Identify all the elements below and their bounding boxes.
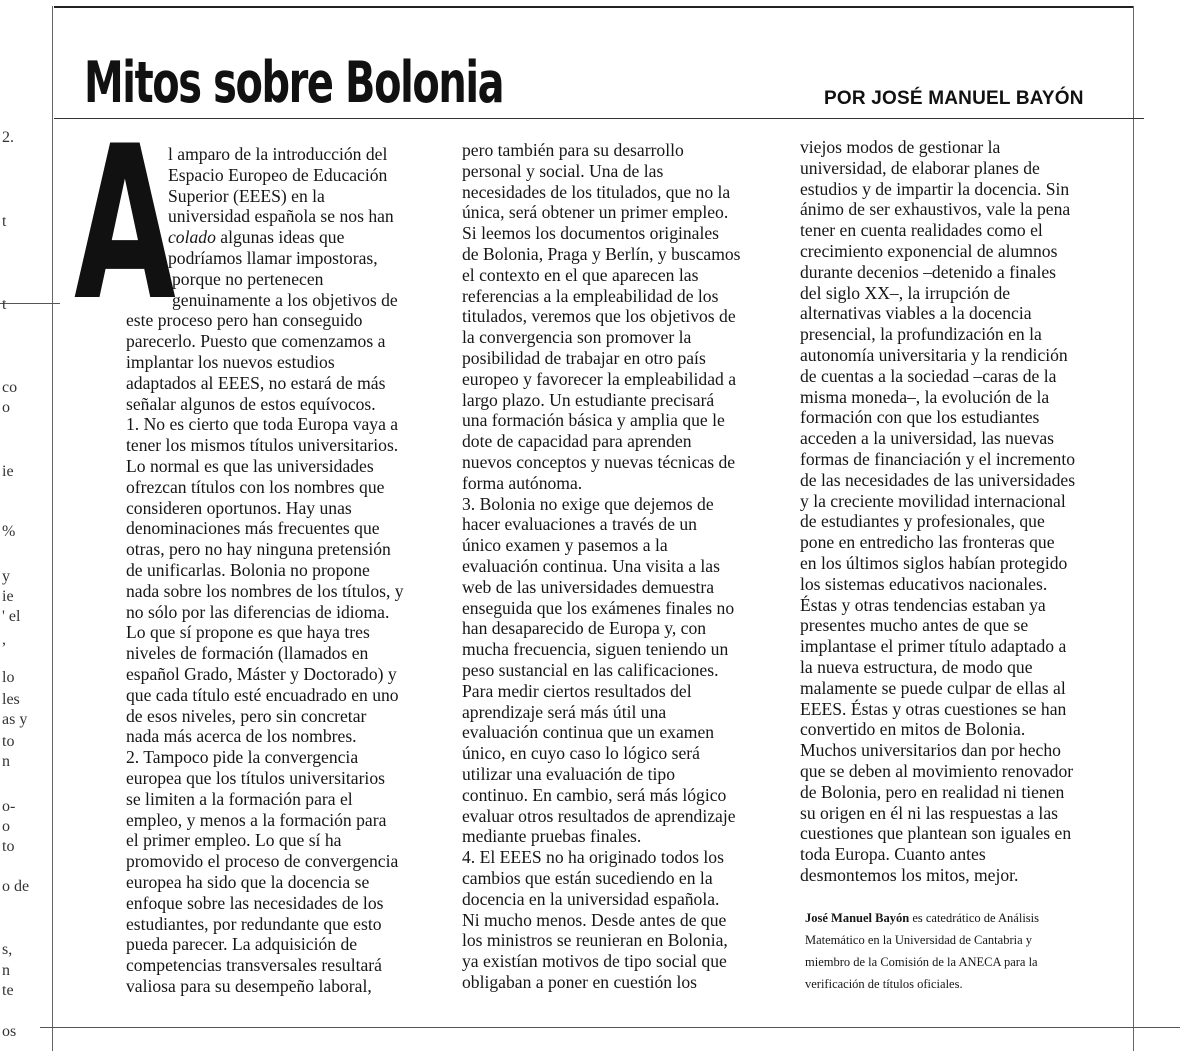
margin-fragment: 2. <box>2 129 14 146</box>
margin-fragment: les <box>2 691 20 708</box>
col1-line: de unificarlas. Bolonia no propone <box>126 560 370 580</box>
col2-line: una formación básica y amplia que le <box>462 410 725 431</box>
col3-line: convertido en mitos de Bolonia. <box>800 719 1026 740</box>
col3-line: cuestiones que plantean son iguales en <box>800 823 1072 844</box>
margin-fragment: lo <box>2 669 15 686</box>
col1-line: colado algunas ideas que <box>168 227 345 248</box>
col3-line: la nueva estructura, de modo que <box>800 657 1033 677</box>
col3-line: de Bolonia, pero en realidad ni tienen <box>800 781 1065 802</box>
col1-line: parecerlo. Puesto que comenzamos a <box>126 331 386 352</box>
col1-line: español Grado, Máster y Doctorado) y <box>126 664 397 684</box>
drop-cap: A <box>74 100 176 347</box>
col2-line: web de las universidades demuestra <box>462 576 715 597</box>
col1-line: niveles de formación (llamados en <box>126 643 369 664</box>
col3-line: los sistemas educativos nacionales. <box>800 573 1048 594</box>
margin-fragment: as y <box>2 711 28 728</box>
col3-line: viejos modos de gestionar la <box>800 137 1001 157</box>
col3-line: autonomía universitaria y la rendición <box>800 345 1068 365</box>
col2-line: personal y social. Una de las <box>462 160 664 181</box>
margin-fragment: n <box>2 753 10 770</box>
col1-line: que cada título esté encuadrado en uno <box>126 684 399 705</box>
margin-fragment: co <box>2 379 18 396</box>
col1-line: denominaciones más frecuentes que <box>126 518 380 539</box>
margin-fragment: , <box>2 631 6 648</box>
col1-line: consideren oportunos. Hay unas <box>126 497 352 518</box>
col3-line: tener en cuenta realidades como el <box>800 220 1043 241</box>
col1-line: se limiten a la formación para el <box>126 788 353 809</box>
col2-line: Ni mucho menos. Desde antes de que <box>462 909 727 930</box>
col3-line: implantase el primer título adaptado a <box>800 636 1067 657</box>
col2-line: 3. Bolonia no exige que dejemos de <box>462 493 714 514</box>
col2-line: enseguida que los exámenes finales no <box>462 597 735 618</box>
col2-line: Si leemos los documentos originales <box>462 223 720 244</box>
bottom-rule <box>40 1027 1180 1028</box>
col1-line: de esos niveles, pero sin concretar <box>126 705 367 726</box>
col2-line: pero también para su desarrollo <box>462 140 684 160</box>
col2-line: continuo. En cambio, será más lógico <box>462 784 727 805</box>
col2-line: titulados, veremos que los objetivos de <box>462 306 736 327</box>
col1-line: europea ha sido que la docencia se <box>126 872 370 892</box>
col2-line: posibilidad de trabajar en otro país <box>462 348 706 368</box>
col3-line: formación con que los estudiantes <box>800 407 1040 428</box>
col3-line: del siglo XX–, la irrupción de <box>800 282 1011 303</box>
col1-line: otras, pero no hay ninguna pretensión <box>126 539 391 560</box>
col1-line: l amparo de la introducción del <box>168 144 388 164</box>
margin-fragment: s, <box>2 941 13 958</box>
col3-line: pone en entredicho las fronteras que <box>800 532 1055 553</box>
margin-fragment: to <box>2 733 15 750</box>
col2-line: evaluar otros resultados de aprendizaje <box>462 805 736 826</box>
col1-line: señalar algunos de estos equívocos. <box>126 393 376 414</box>
col1-line: Lo que sí propone es que haya tres <box>126 622 370 643</box>
col1-line: podríamos llamar impostoras, <box>168 248 378 268</box>
col3-line: y la creciente movilidad internacional <box>800 490 1066 511</box>
col2-line: mediante pruebas finales. <box>462 826 642 847</box>
col1-line: nada sobre los nombres de los títulos, y <box>126 580 404 601</box>
col2-line: nuevos conceptos y nuevas técnicas de <box>462 452 736 472</box>
col3-line: durante decenios –detenido a finales <box>800 261 1056 282</box>
col1-line: valiosa para su desempeño laboral, <box>126 976 372 996</box>
col1-line: Lo normal es que las universidades <box>126 456 374 476</box>
margin-fragment: to <box>2 838 15 855</box>
bio-line-3: miembro de la Comisión de la ANECA para la <box>805 955 1038 969</box>
margin-fragment: ie <box>2 463 14 480</box>
col1-line: el primer empleo. Lo que sí ha <box>126 830 342 851</box>
col3-line: EEES. Éstas y otras cuestiones se han <box>800 698 1067 719</box>
col3-line: de cuentas a la sociedad –caras de la <box>800 365 1057 386</box>
col2-line: evaluación continua que un examen <box>462 722 715 743</box>
margin-fragment: % <box>2 523 16 540</box>
col1-line: enfoque sobre las necesidades de los <box>126 892 384 913</box>
col3-line: desmontemos los mitos, mejor. <box>800 865 1019 885</box>
col1-line: genuinamente a los objetivos de <box>172 289 398 310</box>
col3-line: su origen en él ni las respuestas a las <box>800 802 1058 823</box>
col2-line: cambios que están sucediendo en la <box>462 868 713 888</box>
col1-line: Espacio Europeo de Educación <box>168 164 388 185</box>
margin-fragment: n <box>2 962 10 979</box>
col2-line: evaluación continua. Una visita a las <box>462 556 720 576</box>
col2-line: único examen y pasemos a la <box>462 535 668 556</box>
col3-line: acceden a la universidad, las nuevas <box>800 428 1055 449</box>
col2-line: largo plazo. Un estudiante precisará <box>462 389 715 410</box>
col3-line: Muchos universitarios dan por hecho <box>800 740 1061 761</box>
col2-line: única, será obtener un primer empleo. <box>462 202 729 223</box>
col2-line: utilizar una evaluación de tipo <box>462 764 675 784</box>
col3-line: presencial, la profundización en la <box>800 324 1042 345</box>
col1-line: competencias transversales resultará <box>126 955 382 976</box>
header-rule <box>54 118 1144 119</box>
col2-line: único, en cuyo caso lo lógico será <box>462 743 700 764</box>
col1-line: europea que los títulos universitarios <box>126 768 385 788</box>
col1-line: 2. Tampoco pide la convergencia <box>126 747 359 768</box>
col1-line: promovido el proceso de convergencia <box>126 851 399 872</box>
col2-line: la convergencia son promover la <box>462 327 692 348</box>
bio-line-1: es catedrático de Análisis <box>909 911 1040 925</box>
col2-line: peso sustancial en las calificaciones. <box>462 660 719 680</box>
bio-line-4: verificación de títulos oficiales. <box>805 977 963 991</box>
col1-line: tener los mismos títulos universitarios. <box>126 435 399 456</box>
col1-line: no sólo por las diferencias de idioma. <box>126 601 390 622</box>
col2-line: europeo y favorecer la empleabilidad a <box>462 368 737 389</box>
margin-fragment: y <box>2 568 10 585</box>
col3-line: crecimiento exponencial de alumnos <box>800 241 1058 261</box>
col2-line: mucha frecuencia, siguen teniendo un <box>462 639 729 660</box>
col1-line: 1. No es cierto que toda Europa vaya a <box>126 414 399 435</box>
col2-line: el contexto en el que aparecen las <box>462 264 699 285</box>
col3-line: Éstas y otras tendencias estaban ya <box>800 594 1046 615</box>
col1-line: pueda parecer. La adquisición de <box>126 934 358 955</box>
col2-line: Para medir ciertos resultados del <box>462 680 692 701</box>
col1-line: este proceso pero han conseguido <box>126 310 363 331</box>
col2-line: obligaban a poner en cuestión los <box>462 972 698 992</box>
margin-fragment: os <box>2 1023 17 1040</box>
margin-fragment: o <box>2 818 10 835</box>
col2-line: referencias a la empleabilidad de los <box>462 285 719 306</box>
col3-line: toda Europa. Cuanto antes <box>800 844 986 865</box>
margin-fragment: o de <box>2 878 30 895</box>
top-rule <box>54 6 1134 8</box>
col2-line: docencia en la universidad española. <box>462 888 720 909</box>
col2-line: hacer evaluaciones a través de un <box>462 514 697 535</box>
col2-line: ya existían motivos de tipo social que <box>462 951 727 972</box>
left-tick-rule <box>0 303 60 304</box>
col3-line: malamente se puede culpar de ellas al <box>800 677 1066 698</box>
col3-line: presentes mucho antes de que se <box>800 615 1029 636</box>
bio-author: José Manuel Bayón <box>805 911 910 925</box>
byline: POR JOSÉ MANUEL BAYÓN <box>824 88 1084 109</box>
col2-line: 4. El EEES no ha originado todos los <box>462 847 724 868</box>
col3-line: estudios y de impartir la docencia. Sin <box>800 178 1070 199</box>
col3-line: que se deben al movimiento renovador <box>800 761 1074 781</box>
col1-line: porque no pertenecen <box>172 268 324 289</box>
col1-line: adaptados al EEES, no estará de más <box>126 372 386 393</box>
col3-line: universidad, de elaborar planes de <box>800 157 1040 178</box>
right-rule <box>1133 6 1134 1051</box>
margin-fragment: o <box>2 399 10 416</box>
article-title: Mitos sobre Bolonia <box>84 50 504 116</box>
col1-line: estudiantes, por redundante que esto <box>126 913 382 934</box>
col3-line: alternativas viables a la docencia <box>800 303 1032 324</box>
col1-line: empleo, y menos a la formación para <box>126 809 387 830</box>
col2-line: los ministros se reunieran en Bolonia, <box>462 930 728 951</box>
bio-line-2: Matemático en la Universidad de Cantabria y <box>805 933 1033 947</box>
margin-fragment: o- <box>2 798 16 815</box>
col1-line: universidad española se nos han <box>168 206 394 227</box>
col2-line: aprendizaje será más útil una <box>462 701 667 722</box>
margin-fragment: ie <box>2 588 14 605</box>
col1-line: Superior (EEES) en la <box>168 185 325 206</box>
col2-line: dote de capacidad para aprenden <box>462 431 692 452</box>
col3-line: formas de financiación y el incremento <box>800 449 1076 469</box>
left-rule <box>52 6 53 1051</box>
col3-line: de estudiantes y profesionales, que <box>800 511 1045 532</box>
col3-line: en los últimos siglos habían protegido <box>800 553 1068 573</box>
col2-line: de Bolonia, Praga y Berlín, y buscamos <box>462 244 741 264</box>
col1-line: implantar los nuevos estudios <box>126 352 335 372</box>
col3-line: misma moneda–, la evolución de la <box>800 386 1050 407</box>
margin-fragment: ' el <box>2 608 21 625</box>
margin-fragment: t <box>2 213 7 230</box>
col2-line: han desaparecido de Europa y, con <box>462 618 707 639</box>
col2-line: necesidades de los titulados, que no la <box>462 181 731 202</box>
margin-fragment: te <box>2 982 14 999</box>
col1-line: ofrezcan títulos con los nombres que <box>126 476 385 497</box>
col2-line: forma autónoma. <box>462 472 583 493</box>
col3-line: de las necesidades de las universidades <box>800 469 1076 490</box>
col1-line: nada más acerca de los nombres. <box>126 726 357 747</box>
col3-line: ánimo de ser exhaustivos, vale la pena <box>800 199 1071 220</box>
margin-fragment: t <box>2 296 7 313</box>
